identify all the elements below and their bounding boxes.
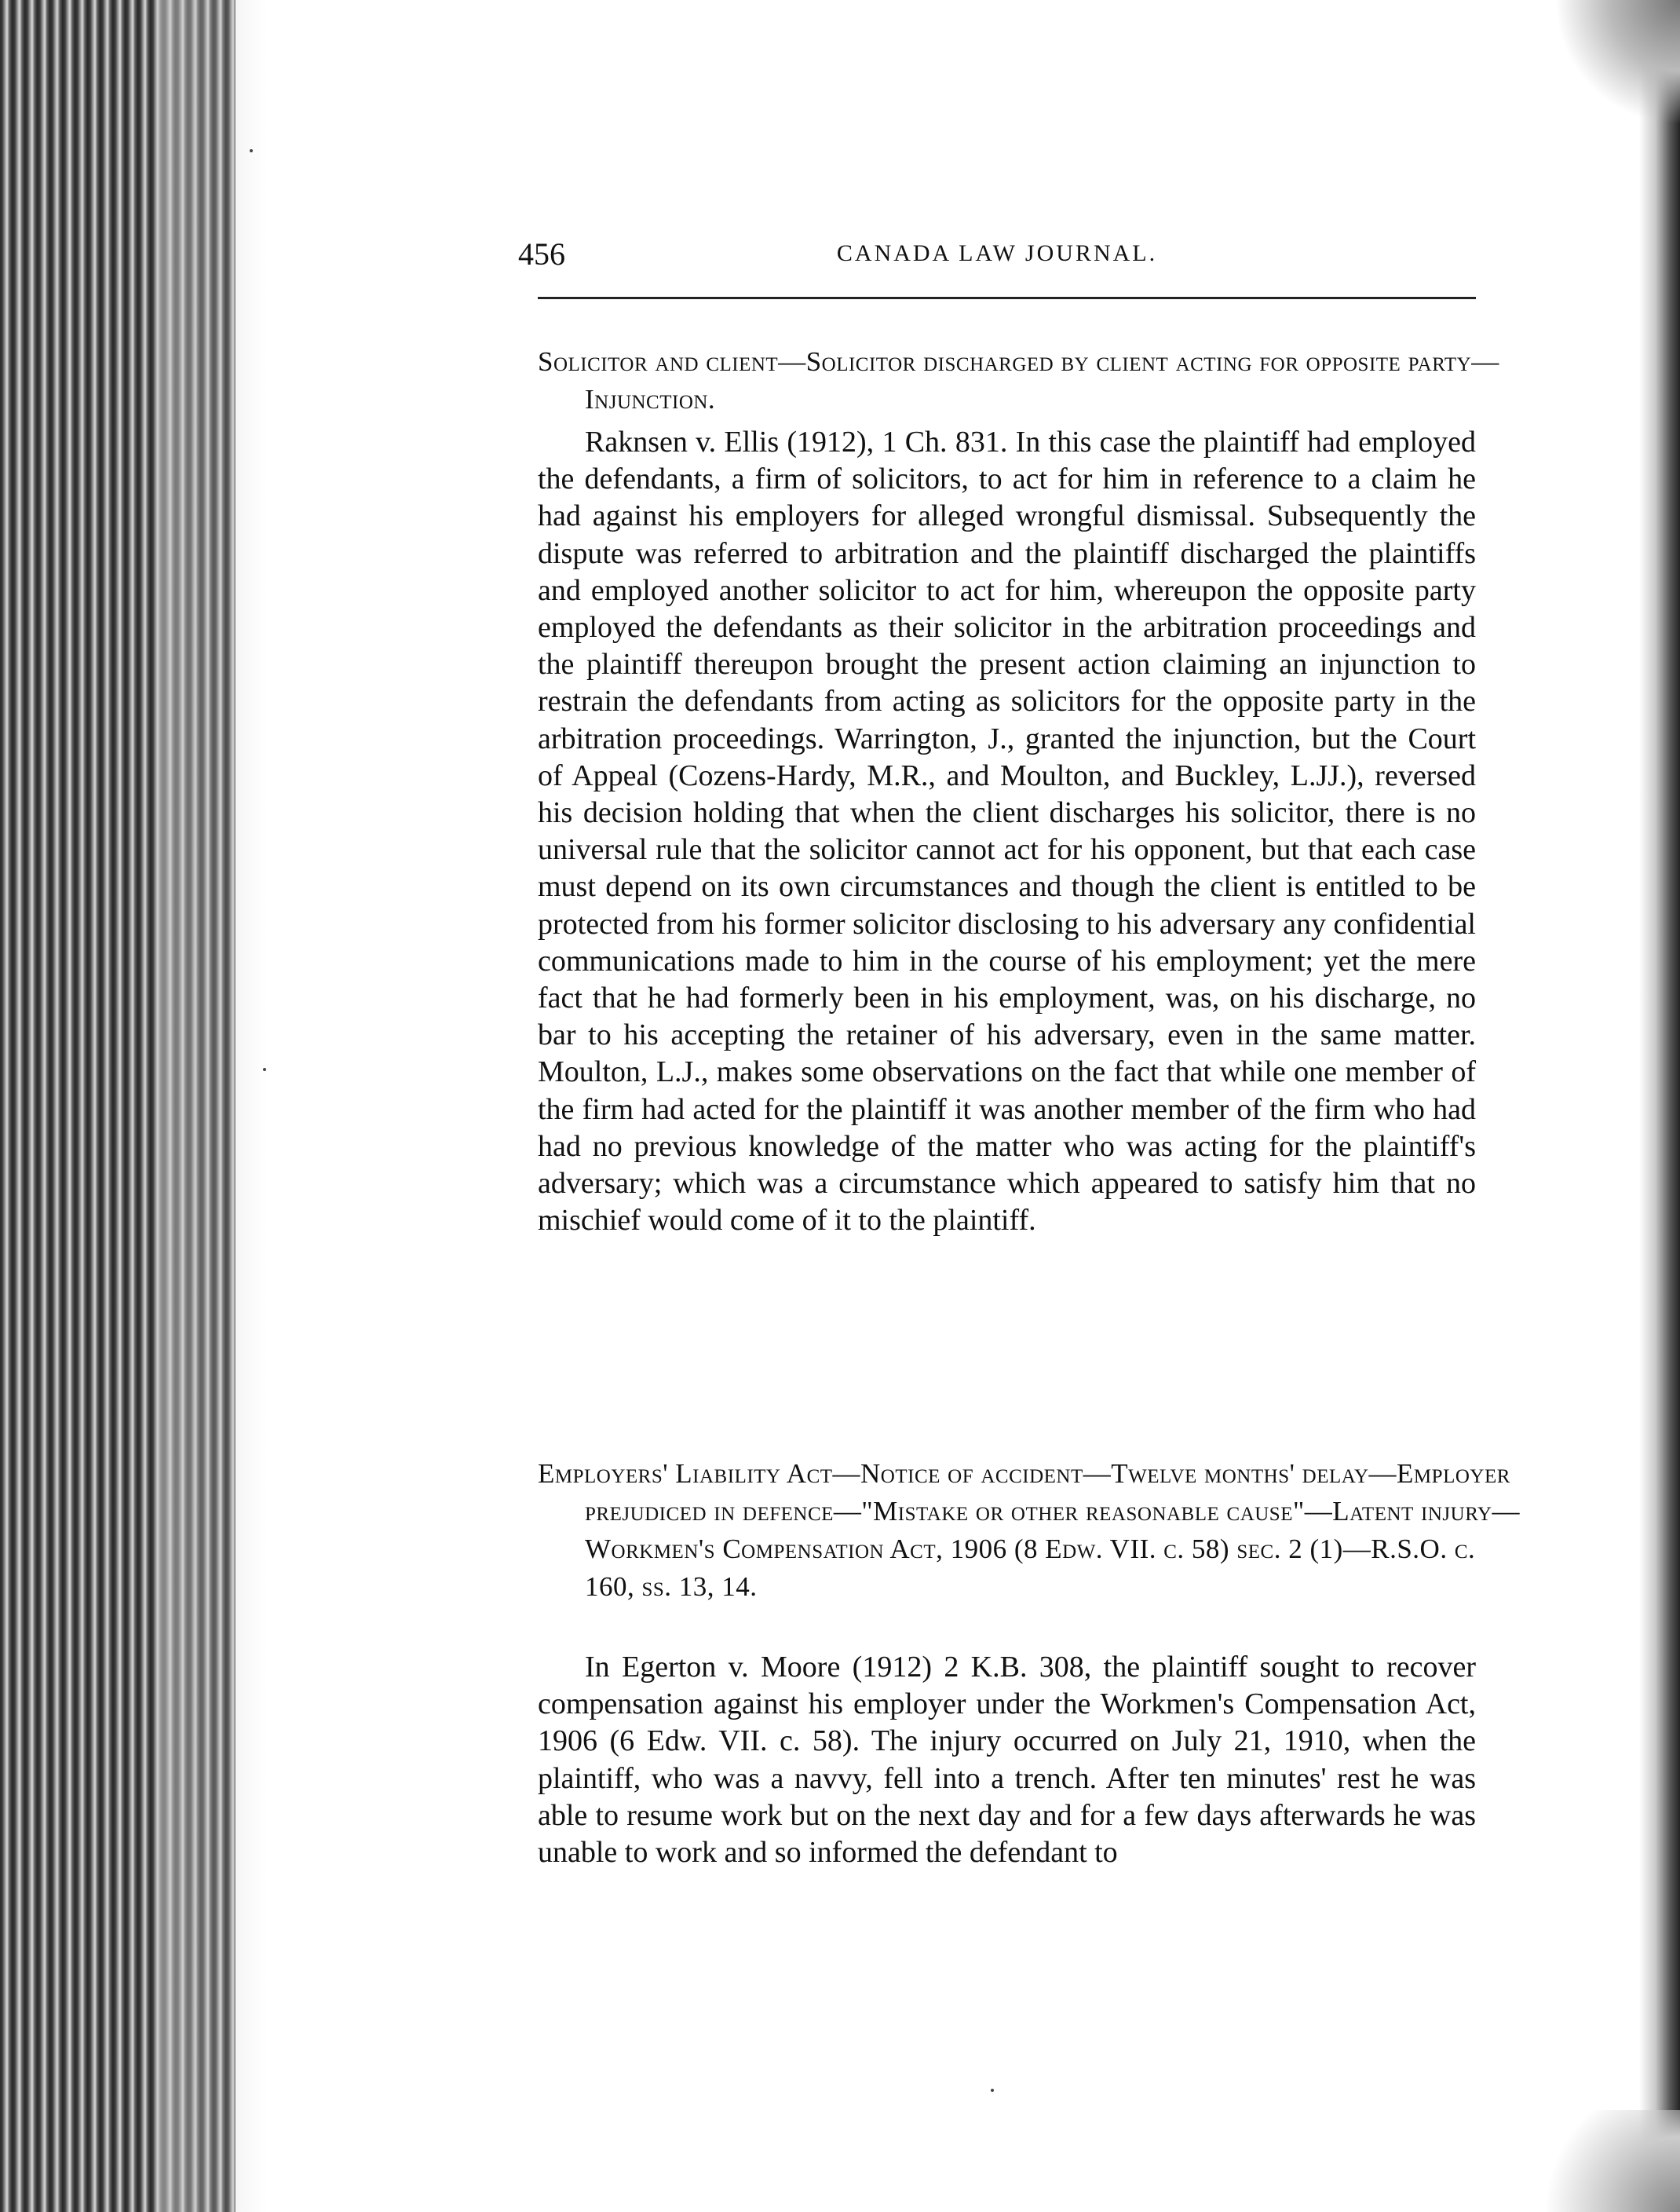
- gutter-shading: [157, 0, 267, 2212]
- section-body-1: Raknsen v. Ellis (1912), 1 Ch. 831. In this case the plaintiff had employed the defendants, a firm of solicitors, to act for him in reference to a claim he had against his employers for alleged wrongful dismissal. Subsequently the dispute was referred to arbitration and the plaintiff discharged the plaintiffs and employed another solicitor to act for him, whereupon the opposite party employed the defendants as their solicitor in the arbitration proceedings and the plaintiff thereupon brought the present action claiming an injunction to restrain the defendants from acting as solicitors for the opposite party in the arbitration proceedings. Warrington, J., granted the injunction, but the Court of Appeal (Cozens-Hardy, M.R., and Moulton, and Buckley, L.JJ.), reversed his decision holding that when the client discharges his solicitor, there is no universal rule that the solicitor cannot act for his opponent, but that each case must depend on its own circumstances and though the client is entitled to be protected from his former solicitor disclosing to his adversary any confidential communications made to him in the course of his employment; yet the mere fact that he had formerly been in his employment, was, on his discharge, no bar to his accepting the retainer of his adversary, even in the same matter. Moulton, L.J., makes some observations on the fact that while one member of the firm had acted for the plaintiff it was another member of the firm who had had no previous knowledge of the matter who was acting for the plaintiff's adversary; which was a circumstance which appeared to satisfy him that no mischief would come of it to the plaintiff.: [538, 426, 1476, 1238]
- scan-speck: [263, 1068, 266, 1071]
- page-corner-bottom-right: [1523, 2110, 1680, 2212]
- page-text-block: [518, 0, 1521, 2212]
- scan-speck: [991, 2089, 994, 2092]
- page-header: [518, 236, 1476, 283]
- header-rule: [538, 297, 1476, 299]
- page-number: 456: [518, 236, 565, 272]
- page-edge-shadow: [1639, 0, 1680, 2212]
- running-head: CANADA LAW JOURNAL.: [836, 240, 1158, 266]
- scan-speck: [250, 149, 253, 152]
- section-heading-2: Employers' Liability Act—Notice of accident—Twelve months' delay—Employer prejudiced in defence—"Mistake or other reasonable cause"—Latent injury—Workmen's Compensation Act, 1906 (8 Edw. VII. c. 58) sec. 2 (1)—R.S.O. c. 160, ss. 13, 14.: [538, 1458, 1521, 1602]
- page-corner-top-right: [1554, 0, 1680, 126]
- section-heading-1: Solicitor and client—Solicitor discharged by client acting for opposite party—Injunction.: [538, 346, 1499, 415]
- section-body-2: In Egerton v. Moore (1912) 2 K.B. 308, the plaintiff sought to recover compensation against his employer under the Workmen's Compensation Act, 1906 (6 Edw. VII. c. 58). The injury occurred on July 21, 1910, when the plaintiff, who was a navvy, fell into a trench. After ten minutes' rest he was able to resume work but on the next day and for a few days afterwards he was unable to work and so informed the defendant to: [538, 1651, 1476, 1870]
